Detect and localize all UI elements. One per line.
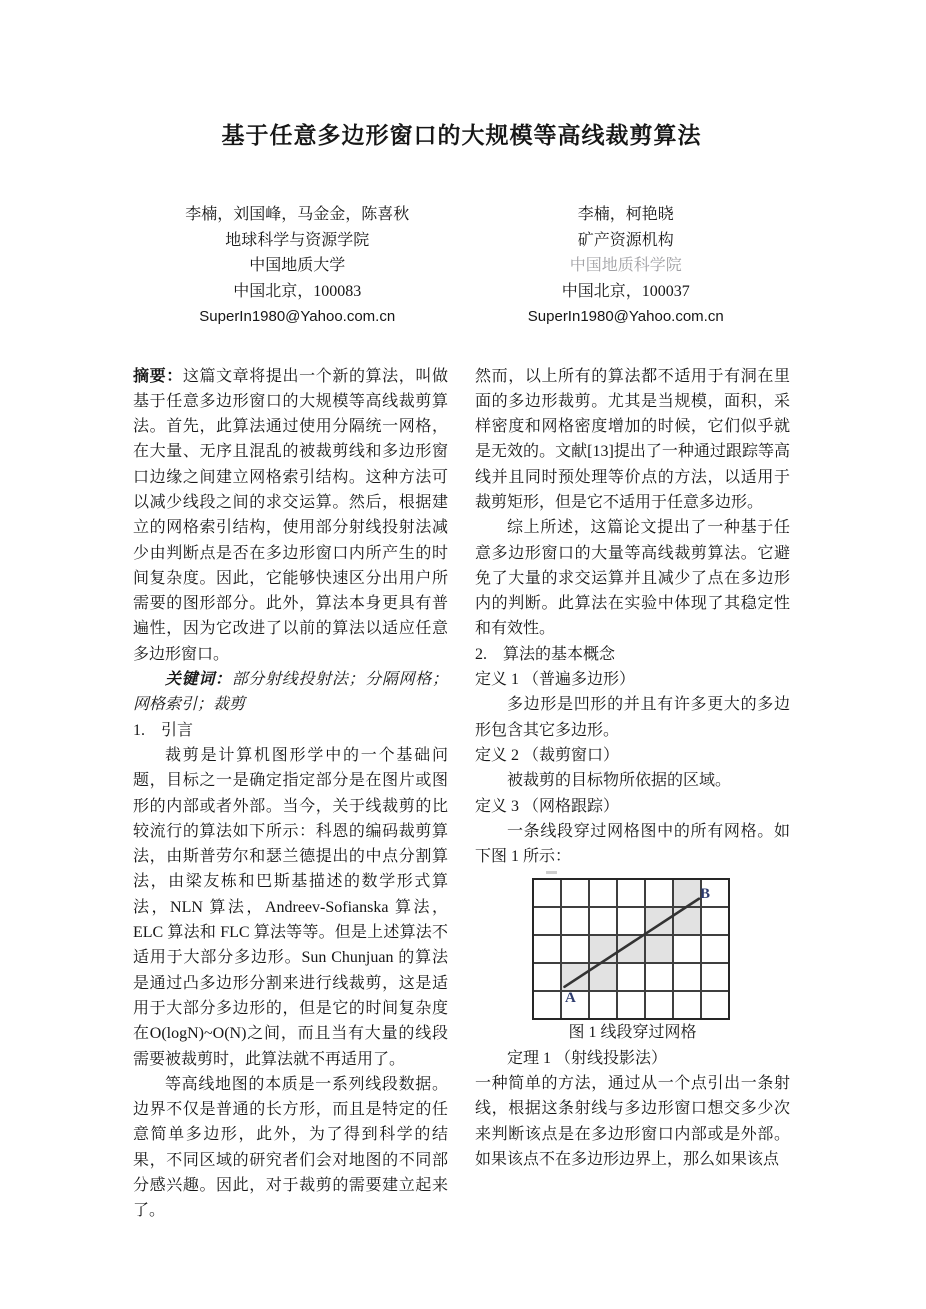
- figure-artifact-mark: [546, 871, 557, 874]
- grid-cell: [702, 992, 728, 1018]
- author-institution: 中国地质大学: [249, 257, 346, 274]
- grid-cell: [646, 936, 672, 962]
- related-work-paragraph: 然而，以上所有的算法都不适用于有洞在里面的多边形裁剪。尤其是当规模，面积，采样密度和网格密度增加的时候，它们似乎就是无效的。文献[13]提出了一种通过跟踪等高线并且同时预处理等价点的方法，以适用于裁剪矩形，但是它不适用于任意多边形。: [475, 367, 790, 511]
- grid-cell: [590, 936, 616, 962]
- keywords-text: 部分射线投射法；分隔网格；网格索引；裁剪: [133, 671, 448, 714]
- grid-cell: [646, 880, 672, 906]
- grid-cell: [590, 992, 616, 1018]
- grid-cell: [562, 908, 588, 934]
- author-institution: 中国地质科学院: [569, 257, 682, 274]
- grid-cell: [562, 880, 588, 906]
- grid-cell: [702, 964, 728, 990]
- summary-paragraph: 综上所述，这篇论文提出了一种基于任意多边形窗口的大量等高线裁剪算法。它避免了大量的求交运算并且减少了点在多边形内的判断。此算法在实验中体现了其稳定性和有效性。: [475, 519, 790, 638]
- definition-3-text: 一条线段穿过网格图中的所有网格。如下图 1 所示：: [475, 822, 790, 866]
- grid-cell: [618, 964, 644, 990]
- grid-cell: [618, 936, 644, 962]
- author-email: SuperIn1980@Yahoo.com.cn: [199, 308, 396, 325]
- point-a-label: A: [565, 990, 576, 1007]
- author-department: 地球科学与资源学院: [225, 231, 370, 249]
- grid-cell: [534, 964, 560, 990]
- grid-cell: [674, 880, 700, 906]
- keywords-label: 关键词：: [165, 671, 232, 689]
- grid-cell: [590, 880, 616, 906]
- grid-cell: [674, 964, 700, 990]
- definition-2-heading: 定义 2 （裁剪窗口）: [475, 746, 620, 764]
- grid-cell: [618, 908, 644, 934]
- abstract-label: 摘要：: [133, 367, 183, 385]
- author-names: 李楠，刘国峰，马金金，陈喜秋: [185, 206, 410, 223]
- definition-2-text: 被裁剪的目标物所依据的区域。: [507, 772, 732, 790]
- figure-1-caption: 图 1 线段穿过网格: [568, 1024, 697, 1042]
- abstract-paragraph: [133, 364, 448, 668]
- author-block-right: [462, 202, 791, 330]
- theorem-1-heading: 定理 1 （射线投影法）: [507, 1049, 668, 1067]
- grid-cell: [702, 908, 728, 934]
- grid-cell: [646, 964, 672, 990]
- paper-title: 基于任意多边形窗口的大规模等高线裁剪算法: [221, 123, 702, 148]
- section-1-heading: 1. 引言: [133, 721, 194, 739]
- section-2-heading: 2. 算法的基本概念: [475, 645, 616, 663]
- authors-row: [133, 202, 790, 330]
- author-email: SuperIn1980@Yahoo.com.cn: [527, 308, 724, 325]
- right-column: [475, 364, 790, 1224]
- grid-cell: [534, 992, 560, 1018]
- definition-3-heading: 定义 3 （网格跟踪）: [475, 797, 620, 815]
- grid-cell: [534, 936, 560, 962]
- author-block-left: [133, 202, 462, 330]
- two-column-body: [133, 364, 790, 1224]
- grid-cell: [534, 908, 560, 934]
- grid-cell: [618, 880, 644, 906]
- grid-cell: [590, 964, 616, 990]
- grid-cell: [674, 992, 700, 1018]
- point-b-label: B: [700, 886, 711, 903]
- definition-1-heading: 定义 1 （普遍多边形）: [475, 671, 636, 689]
- definition-1-text: 多边形是凹形的并且有许多更大的多边形包含其它多边形。: [475, 696, 790, 739]
- author-names: 李楠，柯艳晓: [577, 206, 674, 223]
- intro-paragraph-2: 等高线地图的本质是一系列线段数据。边界不仅是普通的长方形，而且是特定的任意简单多边形，此外，为了得到科学的结果，不同区域的研究者们会对地图的不同部分感兴趣。因此，对于裁剪的需要建立起来了。: [133, 1075, 448, 1220]
- grid-cell: [562, 964, 588, 990]
- left-column: [133, 364, 448, 1224]
- grid-cell: [534, 880, 560, 906]
- figure-1: [475, 878, 790, 1045]
- grid-cell: [646, 908, 672, 934]
- grid-cell: [646, 992, 672, 1018]
- grid-cell: [702, 936, 728, 962]
- keywords-paragraph: [133, 667, 448, 718]
- intro-paragraph-1: 裁剪是计算机图形学中的一个基础问题，目标之一是确定指定部分是在图片或图形的内部或者外部。当今，关于线裁剪的比较流行的算法如下所示：科恩的编码裁剪算法，由斯普劳尔和瑟兰德提出的中点分割算法，由梁友栋和巴斯基描述的数学形式算法，NLN 算法，Andreev-Sofianska 算法，ELC 算法和 FLC 算法等等。但是上述算法不适用于大部分多边形。Sun Chunjuan 的算法是通过凸多边形分割来进行线裁剪，这是适用于大部分多边形的，但是它的时间复杂度在O(logN)~O(N)之间，而且当有大量的线段需要被裁剪时，此算法就不再适用了。: [133, 746, 448, 1068]
- author-city-postcode: 中国北京，100037: [561, 282, 690, 300]
- author-city-postcode: 中国北京，100083: [233, 282, 362, 300]
- grid-cell: [618, 992, 644, 1018]
- figure-box: [532, 878, 730, 1020]
- abstract-text: 这篇文章将提出一个新的算法，叫做基于任意多边形窗口的大规模等高线裁剪算法。首先，此算法通过使用分隔统一网格，在大量、无序且混乱的被裁剪线和多边形窗口边缘之间建立网格索引结构。这种方法可以减少线段之间的求交运算。然后，根据建立的网格索引结构，使用部分射线投射法减少由判断点是否在多边形窗口内所产生的时间复杂度。因此，它能够快速区分出用户所需要的图形部分。此外，算法本身更具有普遍性，因为它改进了以前的算法以适应任意多边形窗口。: [133, 367, 448, 663]
- author-department: 矿产资源机构: [577, 231, 674, 249]
- grid-cell: [674, 936, 700, 962]
- grid-cell: [562, 936, 588, 962]
- grid-cell: [590, 908, 616, 934]
- theorem-1-text: 一种简单的方法，通过从一个点引出一条射线，根据这条射线与多边形窗口想交多少次来判断该点是在多边形窗口内部或是外部。如果该点不在多边形边界上，那么如果该点: [475, 1075, 790, 1168]
- grid-cell: [674, 908, 700, 934]
